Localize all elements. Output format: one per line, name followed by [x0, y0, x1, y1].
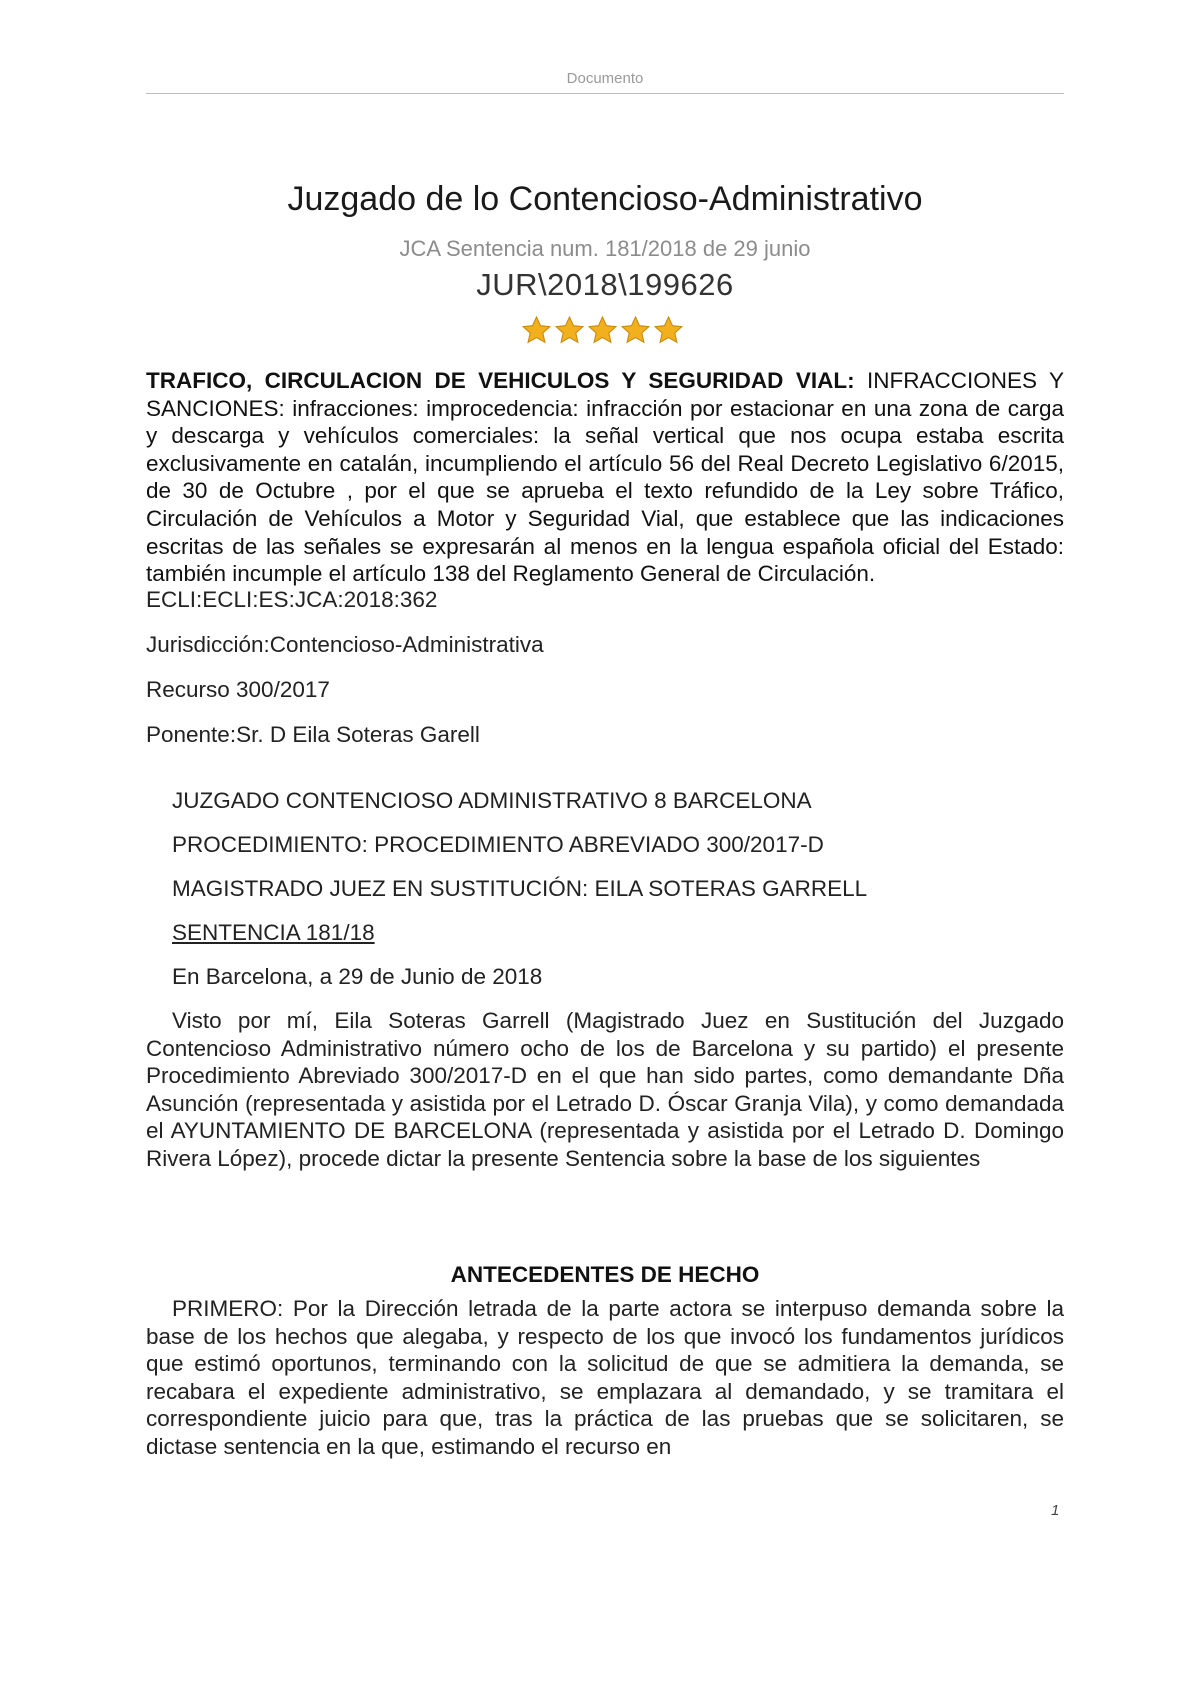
- recurso-line: Recurso 300/2017: [146, 677, 330, 702]
- fecha-line: En Barcelona, a 29 de Junio de 2018: [172, 964, 543, 989]
- star-icon: [553, 314, 586, 347]
- summary-heading: TRAFICO, CIRCULACION DE VEHICULOS Y SEGURIDAD VIAL:: [146, 368, 855, 393]
- star-icon: [520, 314, 553, 347]
- summary-paragraph: [146, 367, 1064, 588]
- juzgado-line: JUZGADO CONTENCIOSO ADMINISTRATIVO 8 BARCELONA: [172, 788, 812, 813]
- court-title: Juzgado de lo Contencioso-Administrativo: [287, 180, 923, 218]
- rating-stars: [520, 314, 690, 350]
- jurisdiccion-value: Contencioso-Administrativa: [269, 632, 544, 657]
- jurisdiccion-line: [146, 632, 544, 658]
- procedimiento-line: PROCEDIMIENTO: PROCEDIMIENTO ABREVIADO 300/2017-D: [172, 832, 824, 857]
- header-divider: [146, 93, 1064, 94]
- ecli-value: ECLI:ES:JCA:2018:362: [202, 587, 438, 612]
- ecli-line: [146, 587, 437, 613]
- header-label: Documento: [566, 70, 644, 87]
- sentencia-number: SENTENCIA 181/18: [172, 920, 375, 945]
- primero-paragraph: PRIMERO: Por la Dirección letrada de la parte actora se interpuso demanda sobre la base de los hechos que alegaba, y respecto de los que invocó los fundamentos jurídicos que estimó oportunos, terminando con la solicitud de que se admitiera la demanda, se recabara el expediente administrativo, se emplazara al demandado, y se tramitara el correspondiente juicio para que, tras la práctica de las pruebas que se solicitaren, se dictase sentencia en la que, estimando el recurso en: [146, 1296, 1064, 1459]
- star-icon: [652, 314, 685, 347]
- star-icon: [586, 314, 619, 347]
- magistrado-line: MAGISTRADO JUEZ EN SUSTITUCIÓN: EILA SOTERAS GARRELL: [172, 876, 868, 901]
- ecli-label: ECLI:: [146, 587, 203, 612]
- visto-paragraph: Visto por mí, Eila Soteras Garrell (Magistrado Juez en Sustitución del Juzgado Contencioso Administrativo número ocho de los de Barcelona y su partido) el presente Procedimiento Abreviado 300/2017-D en el que han sido partes, como demandante Dña Asunción (representada y asistida por el Letrado D. Óscar Granja Vila), y como demandada el AYUNTAMIENTO DE BARCELONA (representada y asistida por el Letrado D. Domingo Rivera López), procede dictar la presente Sentencia sobre la base de los siguientes: [146, 1008, 1064, 1171]
- jur-reference: JUR\2018\199626: [476, 267, 734, 302]
- section-heading: ANTECEDENTES DE HECHO: [450, 1262, 760, 1287]
- sentence-subtitle: JCA Sentencia num. 181/2018 de 29 junio: [399, 236, 811, 261]
- jurisdiccion-label: Jurisdicción:: [146, 632, 270, 657]
- page-number: 1: [1051, 1502, 1060, 1519]
- summary-text: INFRACCIONES Y SANCIONES: infracciones: improcedencia: infracción por estacionar en una zona de carga y descarga y vehículos comerciales: la señal vertical que nos ocupa estaba escrita exclusivamente en catalán, incumpliendo el artículo 56 del Real Decreto Legislativo 6/2015, de 30 de Octubre , por el que se aprueba el texto refundido de la Ley sobre Tráfico, Circulación de Vehículos a Motor y Seguridad Vial, que establece que las indicaciones escritas de las señales se expresarán al menos en la lengua española oficial del Estado: también incumple el artículo 138 del Reglamento General de Circulación.: [146, 368, 1064, 587]
- star-icon: [619, 314, 652, 347]
- ponente-line: Ponente:Sr. D Eila Soteras Garell: [146, 722, 480, 747]
